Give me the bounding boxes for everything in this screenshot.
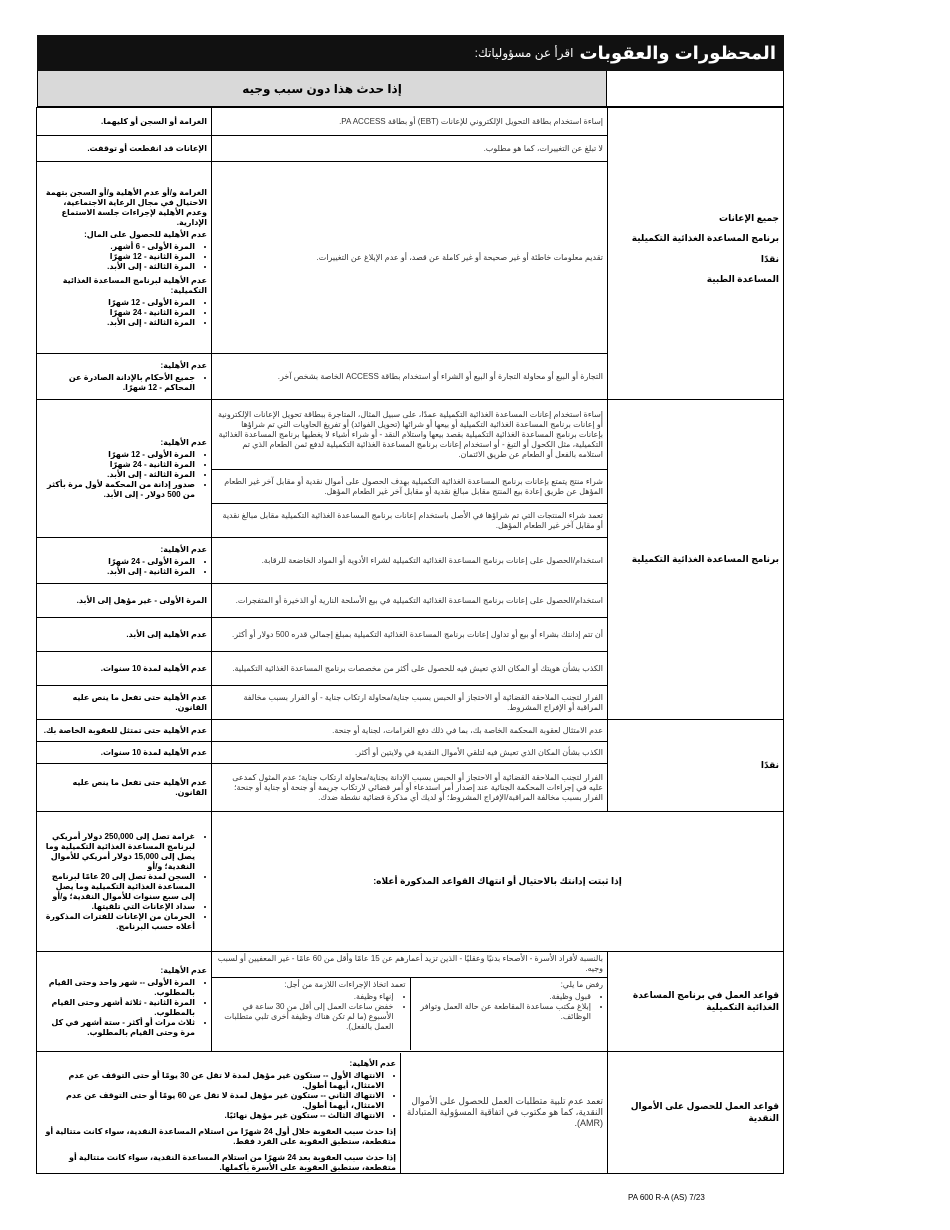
list-item: • المرة الأولى - 12 شهرًا bbox=[41, 298, 195, 308]
list-item: • السجن لمدة تصل إلى 20 عامًا لبرنامج المساعدة الغذائية التكميلية وما يصل إلى سبع سنوات للأموال النقدية؛ و/أو bbox=[41, 872, 195, 902]
list-item: • المرة الثانية - 24 شهرًا bbox=[41, 460, 195, 470]
snap-work-intro: بالنسبة لأفراد الأسرة - الأصحاء بدنيًا وعقليًا - الذين تزيد أعمارهم عن 15 عامًا وأقل من 60 عامًا - غير المعفيين أو لسبب وجيه. bbox=[212, 952, 607, 978]
behavior-cell: الفرار لتجنب الملاحقة القضائية أو الاحتجاز أو الحبس بسبب الإدانة بجناية/محاولة ارتكاب جناية؛ عدم المثول كمدعى عليه في إجراءات المحكمة الجنائية عند إصدار أمر استدعاء أو أمر قضائي لارتكاب جريمة أو جنحة أو جناية أو جنحة؛ الفرار بسبب مخالفة المراقبة/الإفراج المشروط؛ أو لديك أي مذكرة قضائية نشطة ضدك. bbox=[212, 764, 608, 812]
penalty-cell: عدم الأهلية حتى تفعل ما ينص عليه القانون. bbox=[37, 764, 212, 812]
penalty-cell bbox=[37, 354, 212, 400]
list-item: • المرة الأولى -- شهر واحد وحتى القيام بالمطلوب. bbox=[41, 978, 195, 998]
snap-work-action bbox=[212, 978, 410, 1050]
page-title: المحظورات والعقوبات bbox=[579, 42, 776, 63]
list-item: • جميع الأحكام بالإدانة الصادرة عن المحاكم - 12 شهرًا. bbox=[41, 373, 195, 393]
penalty-cell bbox=[37, 400, 212, 538]
list-item: • الانتهاك الثالث -- ستكون غير مؤهل نهائيًا. bbox=[41, 1111, 384, 1121]
category-snap: برنامج المساعدة الغذائية التكميلية bbox=[608, 400, 784, 720]
penalty-cell: الغرامة أو السجن أو كليهما. bbox=[37, 108, 212, 136]
list-item: • إبلاغ مكتب مساعدة المقاطعة عن حالة العمل وتوافر الوظائف. bbox=[415, 1002, 592, 1022]
list-item: • المرة الأولى - 24 شهرًا bbox=[41, 557, 195, 567]
penalty-cell: عدم الأهلية حتى تمتثل للعقوبة الخاصة بك. bbox=[37, 720, 212, 742]
fraud-conviction-rule: إذا ثبتت إدانتك بالاحتيال أو انتهاك القواعد المذكورة أعلاه: bbox=[212, 812, 784, 952]
penalty-cell: عدم الأهلية لمدة 10 سنوات. bbox=[37, 652, 212, 686]
penalty-subtitle: عدم الأهلية: bbox=[160, 965, 207, 975]
table-row bbox=[37, 108, 784, 136]
behavior-cell: الكذب بشأن هويتك أو المكان الذي تعيش فيه للحصول على أكثر من مخصصات برنامج المساعدة الغذائية التكميلية. bbox=[212, 652, 608, 686]
cash-work-penalty bbox=[37, 1053, 400, 1173]
list-item: • المرة الثانية - 12 شهرًا bbox=[41, 252, 195, 262]
table-row bbox=[37, 400, 784, 470]
category-label: جميع الإعانات bbox=[719, 213, 779, 223]
cash-work-row bbox=[37, 1052, 608, 1174]
list-item: • سداد الإعانات التي تلقيتها. bbox=[41, 902, 195, 912]
penalty-cell bbox=[37, 952, 212, 1052]
penalty-cell bbox=[37, 162, 212, 354]
list-item: • المرة الثالثة - إلى الأبد. bbox=[41, 262, 195, 272]
behavior-cell: شراء منتج يتمتع بإعانات برنامج المساعدة الغذائية التكميلية بهدف الحصول على أموال نقدية أو مقابل آخر غير الطعام المؤهل عن طريق إعادة بيع المنتج مقابل مبالغ نقدية أو مقابل آخر غير الطعام المؤهل. bbox=[212, 470, 608, 504]
category-snap-work: قواعد العمل في برنامج المساعدة الغذائية التكميلية bbox=[608, 952, 784, 1052]
category-cash: نقدًا bbox=[608, 720, 784, 812]
prohibitions-table bbox=[36, 107, 784, 1174]
penalty-subtitle: عدم الأهلية: bbox=[349, 1058, 396, 1068]
list-item: • قبول وظيفة. bbox=[415, 992, 592, 1002]
penalty-cell: عدم الأهلية لمدة 10 سنوات. bbox=[37, 742, 212, 764]
subheader-row bbox=[37, 71, 784, 107]
list-item: • الانتهاك الأول -- ستكون غير مؤهل لمدة لا تقل عن 30 يومًا أو حتى التوقف عن عدم الامتثال، أيهما أطول. bbox=[41, 1071, 384, 1091]
behavior-cell: تعمد شراء المنتجات التي تم شراؤها في الأصل باستخدام إعانات برنامج المساعدة الغذائية التكميلية مقابل مبالغ نقدية أو مقابل آخر غير الطعام المؤهل. bbox=[212, 504, 608, 538]
subheader-spacer bbox=[606, 71, 783, 106]
penalty-cell bbox=[37, 538, 212, 584]
category-all-benefits bbox=[608, 108, 784, 400]
snap-work-refuse-title: رفض ما يلي: bbox=[560, 980, 603, 989]
category-cash-work: قواعد العمل للحصول على الأموال النقدية bbox=[608, 1052, 784, 1174]
category-label: نقدًا bbox=[760, 253, 779, 264]
behavior-cell: استخدام/الحصول على إعانات برنامج المساعدة الغذائية التكميلية في بيع الأسلحة النارية أو الذخيرة أو المتفجرات. bbox=[212, 584, 608, 618]
list-item: • المرة الثانية - ثلاثة أشهر وحتى القيام بالمطلوب. bbox=[41, 998, 195, 1018]
table-row bbox=[37, 812, 784, 952]
table-row bbox=[37, 720, 784, 742]
behavior-cell: التجارة أو البيع أو محاولة التجارة أو البيع أو الشراء أو استخدام بطاقة ACCESS الخاصة بشخص آخر. bbox=[212, 354, 608, 400]
penalty-intro: الغرامة و/أو عدم الأهلية و/أو السجن بتهمة الاحتيال في مجال الرعاية الاجتماعية، وعدم الأهلية لإجراءات جلسة الاستماع الإدارية. bbox=[45, 187, 207, 227]
behavior-cell: تقديم معلومات خاطئة أو غير صحيحة أو غير كاملة عن قصد، أو عدم الإبلاغ عن التغييرات. bbox=[212, 162, 608, 354]
table-row bbox=[37, 952, 784, 1052]
page bbox=[37, 35, 784, 1174]
table-row bbox=[37, 1052, 784, 1174]
snap-work-behavior bbox=[212, 952, 608, 1052]
list-item: • المرة الثالثة - إلى الأبد. bbox=[41, 470, 195, 480]
penalty-cell: المرة الأولى - غير مؤهل إلى الأبد. bbox=[37, 584, 212, 618]
list-item: • الحرمان من الإعانات للفترات المذكورة أعلاه حسب البرنامج. bbox=[41, 912, 195, 932]
list-item: • الانتهاك الثاني -- ستكون غير مؤهل لمدة لا تقل عن 60 يومًا أو حتى التوقف عن عدم الامتثال، أيهما أطول. bbox=[41, 1091, 384, 1111]
list-item: • المرة الثالثة - إلى الأبد. bbox=[41, 318, 195, 328]
list-item: • المرة الأولى - 6 أشهر. bbox=[41, 242, 195, 252]
list-item: • خفض ساعات العمل إلى أقل من 30 ساعة في الأسبوع (ما لم تكن هناك وظيفة أخرى تلبي متطلبات العمل بالفعل). bbox=[216, 1002, 394, 1032]
behavior-cell: الفرار لتجنب الملاحقة القضائية أو الاحتجاز أو الحبس بسبب جناية/محاولة ارتكاب جناية - أو الفرار بسبب مخالفة المراقبة أو الإفراج المشروط. bbox=[212, 686, 608, 720]
form-footer: PA 600 R-A (AS) 7/23 bbox=[628, 1193, 705, 1202]
penalty-subtitle: عدم الأهلية: bbox=[160, 437, 207, 447]
penalty-cell: الإعانات قد انقطعت أو توقفت. bbox=[37, 136, 212, 162]
behavior-cell: إساءة استخدام إعانات المساعدة الغذائية التكميلية عمدًا، على سبيل المثال، المتاجرة ببطاقة تحويل الإعانات الإلكترونية أو إعانات برنامج المساعدة الغذائية التكميلية أو بيعها أو شرائها (تحويل الفوائد) أو تفريغ الحاويات التي تم شراؤها بإعانات برنامج المساعدة الغذائية التكميلية بقصد بيعها واستلام النقد - أو شراء أشياء لا يغطيها برنامج المساعدة الغذائية التكميلية، مثل الكحول أو التبغ - أو استخدام إعانات برنامج المساعدة الغذائية التكميلية لدفع ثمن الطعام الذي تم استلامه بالفعل أو الطعام عن طريق الائتمان. bbox=[212, 400, 608, 470]
penalty-subtitle: عدم الأهلية: bbox=[160, 360, 207, 370]
page-subtitle: اقرأ عن مسؤولياتك: bbox=[474, 46, 574, 60]
behavior-cell: عدم الامتثال لعقوبة المحكمة الخاصة بك، بما في ذلك دفع الغرامات، لجناية أو جنحة. bbox=[212, 720, 608, 742]
list-item: • المرة الثانية - 24 شهرًا bbox=[41, 308, 195, 318]
penalty-cell: عدم الأهلية إلى الأبد. bbox=[37, 618, 212, 652]
list-item: • غرامة تصل إلى 250,000 دولار أمريكي لبرنامج المساعدة الغذائية التكميلية وما يصل إلى 15,000 دولار أمريكي للأموال النقدية؛ و/أو bbox=[41, 832, 195, 872]
behavior-cell: استخدام/الحصول على إعانات برنامج المساعدة الغذائية التكميلية لشراء الأدوية أو المواد الخاضعة للرقابة. bbox=[212, 538, 608, 584]
category-label: المساعدة الطبية bbox=[706, 273, 779, 284]
list-item: • المرة الثانية - إلى الأبد. bbox=[41, 567, 195, 577]
penalty-subtitle: عدم الأهلية للحصول على المال: bbox=[84, 229, 207, 239]
behavior-cell: أن تتم إدانتك بشراء أو بيع أو تداول إعانات برنامج المساعدة الغذائية التكميلية بمبلغ إجمالي قدره 500 دولار أو أكثر. bbox=[212, 618, 608, 652]
penalty-cell: عدم الأهلية حتى تفعل ما ينص عليه القانون. bbox=[37, 686, 212, 720]
cash-work-note: إذا حدث سبب العقوبة خلال أول 24 شهرًا من استلام المساعدة النقدية، سواء كانت متتالية أو متقطعة، ستطبق العقوبة على الفرد فقط. bbox=[45, 1126, 396, 1146]
list-item: • إنهاء وظيفة. bbox=[216, 992, 394, 1002]
category-label: برنامج المساعدة الغذائية التكميلية bbox=[631, 233, 779, 244]
cash-work-note: إذا حدث سبب العقوبة بعد 24 شهرًا من استلام المساعدة النقدية، سواء كانت متتالية أو متقطعة، ستطبق العقوبة على الأسرة بأكملها. bbox=[68, 1152, 396, 1172]
cash-work-behavior: تعمد عدم تلبية متطلبات العمل للحصول على الأموال النقدية، كما هو مكتوب في اتفاقية المسؤولية المتبادلة (AMR). bbox=[400, 1053, 607, 1173]
penalty-cell bbox=[37, 812, 212, 952]
behavior-cell: لا تبلغ عن التغييرات، كما هو مطلوب. bbox=[212, 136, 608, 162]
snap-work-action-title: تعمد اتخاذ الإجراءات اللازمة من أجل: bbox=[284, 980, 406, 989]
column-heading: إذا حدث هذا دون سبب وجيه bbox=[38, 71, 606, 106]
penalty-subtitle: عدم الأهلية لبرنامج المساعدة الغذائية التكميلية: bbox=[62, 275, 207, 295]
behavior-cell: إساءة استخدام بطاقة التحويل الإلكتروني للإعانات (EBT) أو بطاقة PA ACCESS. bbox=[212, 108, 608, 136]
list-item: • المرة الأولى - 12 شهرًا bbox=[41, 450, 195, 460]
title-banner bbox=[37, 35, 784, 71]
list-item: • صدور إدانة من المحكمة لأول مرة بأكثر من 500 دولار - إلى الأبد. bbox=[41, 480, 195, 500]
list-item: • ثلاث مرات أو أكثر - ستة أشهر في كل مرة وحتى القيام بالمطلوب. bbox=[41, 1018, 195, 1038]
penalty-subtitle: عدم الأهلية: bbox=[160, 544, 207, 554]
snap-work-refuse bbox=[410, 978, 608, 1050]
behavior-cell: الكذب بشأن المكان الذي تعيش فيه لتلقي الأموال النقدية في ولايتين أو أكثر. bbox=[212, 742, 608, 764]
